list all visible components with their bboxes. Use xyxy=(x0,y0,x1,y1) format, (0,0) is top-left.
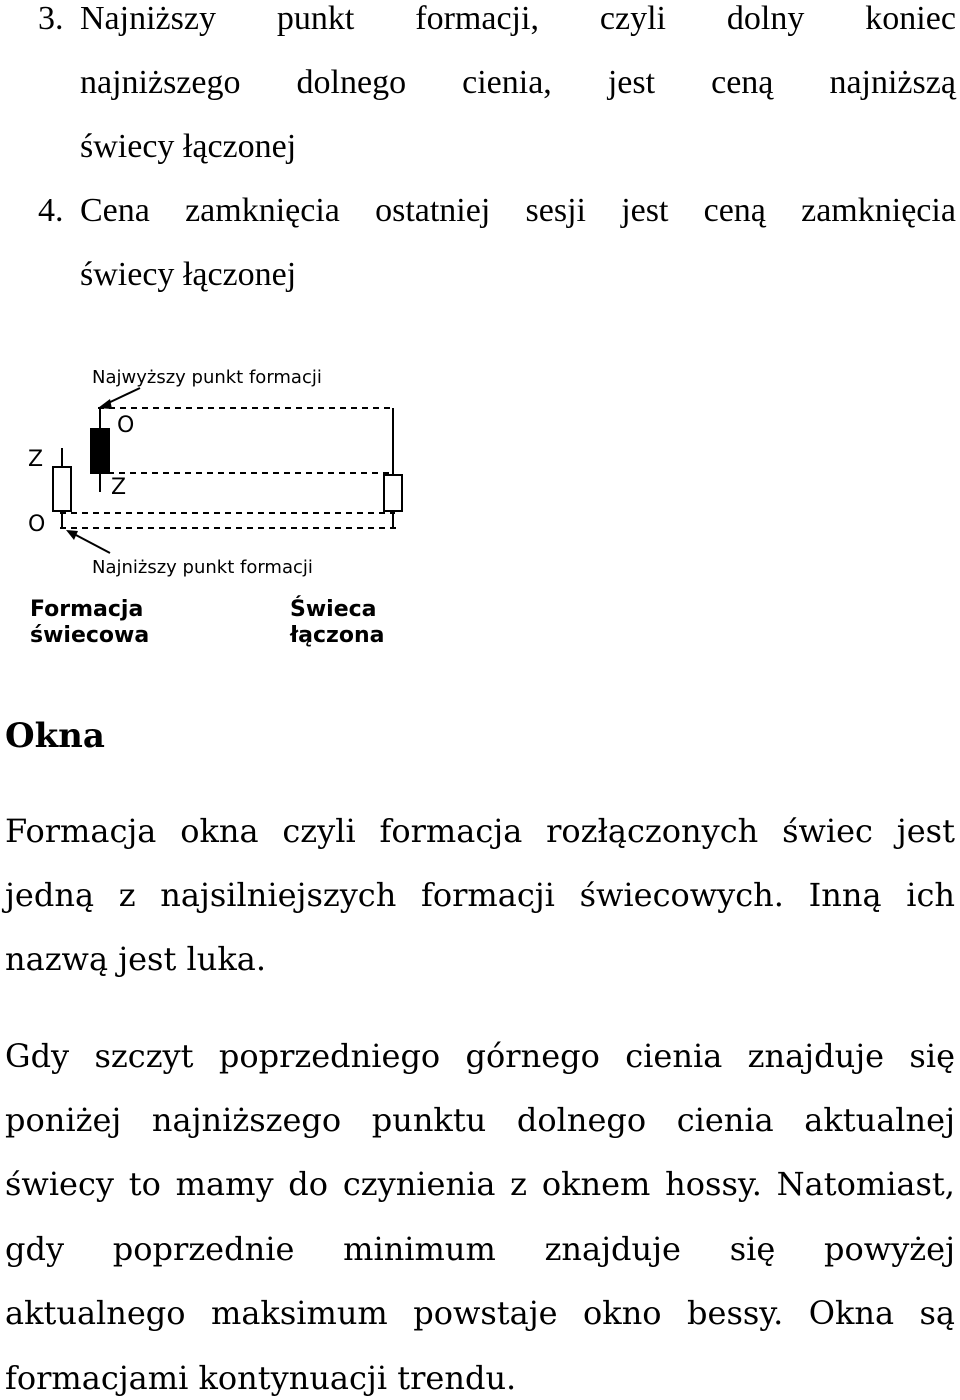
text-line xyxy=(80,64,956,102)
word: świecowych. xyxy=(579,876,784,914)
word: poniżej xyxy=(5,1101,122,1139)
word: się xyxy=(909,1037,955,1075)
word: aktualnej xyxy=(804,1101,955,1139)
word: najsilniejszych xyxy=(160,876,397,914)
word: świecy xyxy=(5,1165,114,1203)
word: minimum xyxy=(343,1230,496,1268)
word: punkt xyxy=(276,0,355,37)
text-line: świecy łączonej xyxy=(80,128,297,165)
word: rozłączonych xyxy=(546,812,759,850)
word: z xyxy=(118,876,136,914)
word: sesji xyxy=(525,192,586,229)
text-line xyxy=(5,1294,955,1332)
candlestick-diagram xyxy=(0,340,430,660)
word: znajduje xyxy=(544,1230,681,1268)
word: cienia xyxy=(625,1037,723,1075)
word: dolnego xyxy=(296,64,407,101)
word: dolny xyxy=(726,0,805,37)
word: ceną xyxy=(711,64,774,101)
word: zamknięcia xyxy=(185,192,340,229)
word: bessy. xyxy=(687,1294,784,1332)
word: cienia xyxy=(676,1101,774,1139)
word: Natomiast, xyxy=(776,1165,955,1203)
lowest-point-arrowhead xyxy=(66,530,78,540)
list-number: 4. xyxy=(38,192,64,229)
word: hossy. xyxy=(665,1165,762,1203)
word: cienia, xyxy=(462,64,552,101)
word: Inną xyxy=(808,876,882,914)
word: koniec xyxy=(865,0,956,37)
lowest-point-label: Najniższy punkt formacji xyxy=(92,557,313,578)
word: z xyxy=(510,1165,528,1203)
lowest-point-arrow xyxy=(74,534,110,553)
word: jedną xyxy=(5,876,95,914)
caption-combined-candle xyxy=(289,596,384,648)
caption-line: łączona xyxy=(290,623,385,648)
caption-candle-formation xyxy=(30,597,151,648)
text-line: nazwą jest luka. xyxy=(5,940,266,978)
word: do xyxy=(288,1165,329,1203)
word: jest xyxy=(621,192,669,229)
word: powstaje xyxy=(413,1294,558,1332)
word: Formacja xyxy=(5,812,157,850)
middle-z-label: Z xyxy=(111,475,127,500)
word: to xyxy=(128,1165,161,1203)
caption-line: świecowa xyxy=(30,623,150,648)
middle-candle-body xyxy=(90,428,110,474)
word: szczyt xyxy=(94,1037,194,1075)
word: są xyxy=(919,1294,955,1332)
word: jest xyxy=(896,812,955,850)
text-line xyxy=(5,812,955,850)
word: się xyxy=(729,1230,776,1268)
section-heading: Okna xyxy=(5,716,105,756)
word: dolnego xyxy=(516,1101,647,1139)
left-candle-body xyxy=(53,467,71,511)
word: gdy xyxy=(5,1230,65,1268)
text-line xyxy=(5,1230,955,1268)
word: najniższego xyxy=(80,64,241,101)
text-line: formacjami kontynuacji trendu. xyxy=(5,1359,517,1397)
word: powyżej xyxy=(824,1230,955,1268)
left-o-label: O xyxy=(28,512,46,537)
word: mamy xyxy=(175,1165,274,1203)
text-line xyxy=(5,1037,955,1075)
word: punktu xyxy=(371,1101,487,1139)
word: Gdy xyxy=(5,1037,70,1075)
word: ceną xyxy=(703,192,766,229)
word: Najniższy xyxy=(80,0,216,37)
word: poprzednie xyxy=(112,1230,295,1268)
word: świec xyxy=(782,812,873,850)
word: okna xyxy=(180,812,259,850)
text-line xyxy=(5,876,955,914)
text-line: świecy łączonej xyxy=(80,256,297,293)
word: okno xyxy=(583,1294,662,1332)
word: aktualnego xyxy=(5,1294,186,1332)
middle-o-label: O xyxy=(117,413,135,438)
word: formacja xyxy=(379,812,523,850)
word: czyli xyxy=(599,0,666,37)
word: najniższą xyxy=(829,64,956,101)
list-number: 3. xyxy=(38,0,64,37)
word: znajduje xyxy=(747,1037,885,1075)
highest-point-label: Najwyższy punkt formacji xyxy=(92,367,322,388)
word: czynienia xyxy=(342,1165,496,1203)
caption-line: Formacja xyxy=(30,597,144,622)
word: ostatniej xyxy=(375,192,491,229)
word: formacji, xyxy=(415,0,539,37)
text-line xyxy=(80,192,956,230)
text-line xyxy=(80,0,956,38)
word: ich xyxy=(906,876,955,914)
word: zamknięcia xyxy=(801,192,956,229)
word: najniższego xyxy=(151,1101,342,1139)
word: poprzedniego xyxy=(218,1037,441,1075)
caption-line: Świeca xyxy=(290,597,377,622)
word: formacji xyxy=(421,876,555,914)
word: jest xyxy=(607,64,656,101)
word: górnego xyxy=(465,1037,600,1075)
word: oknem xyxy=(541,1165,651,1203)
text-line xyxy=(5,1165,955,1203)
left-z-label: Z xyxy=(28,447,44,472)
text-line xyxy=(5,1101,955,1139)
right-candle-body xyxy=(384,475,402,511)
word: maksimum xyxy=(211,1294,388,1332)
word: Okna xyxy=(808,1294,895,1332)
word: czyli xyxy=(282,812,356,850)
word: Cena xyxy=(80,192,150,229)
